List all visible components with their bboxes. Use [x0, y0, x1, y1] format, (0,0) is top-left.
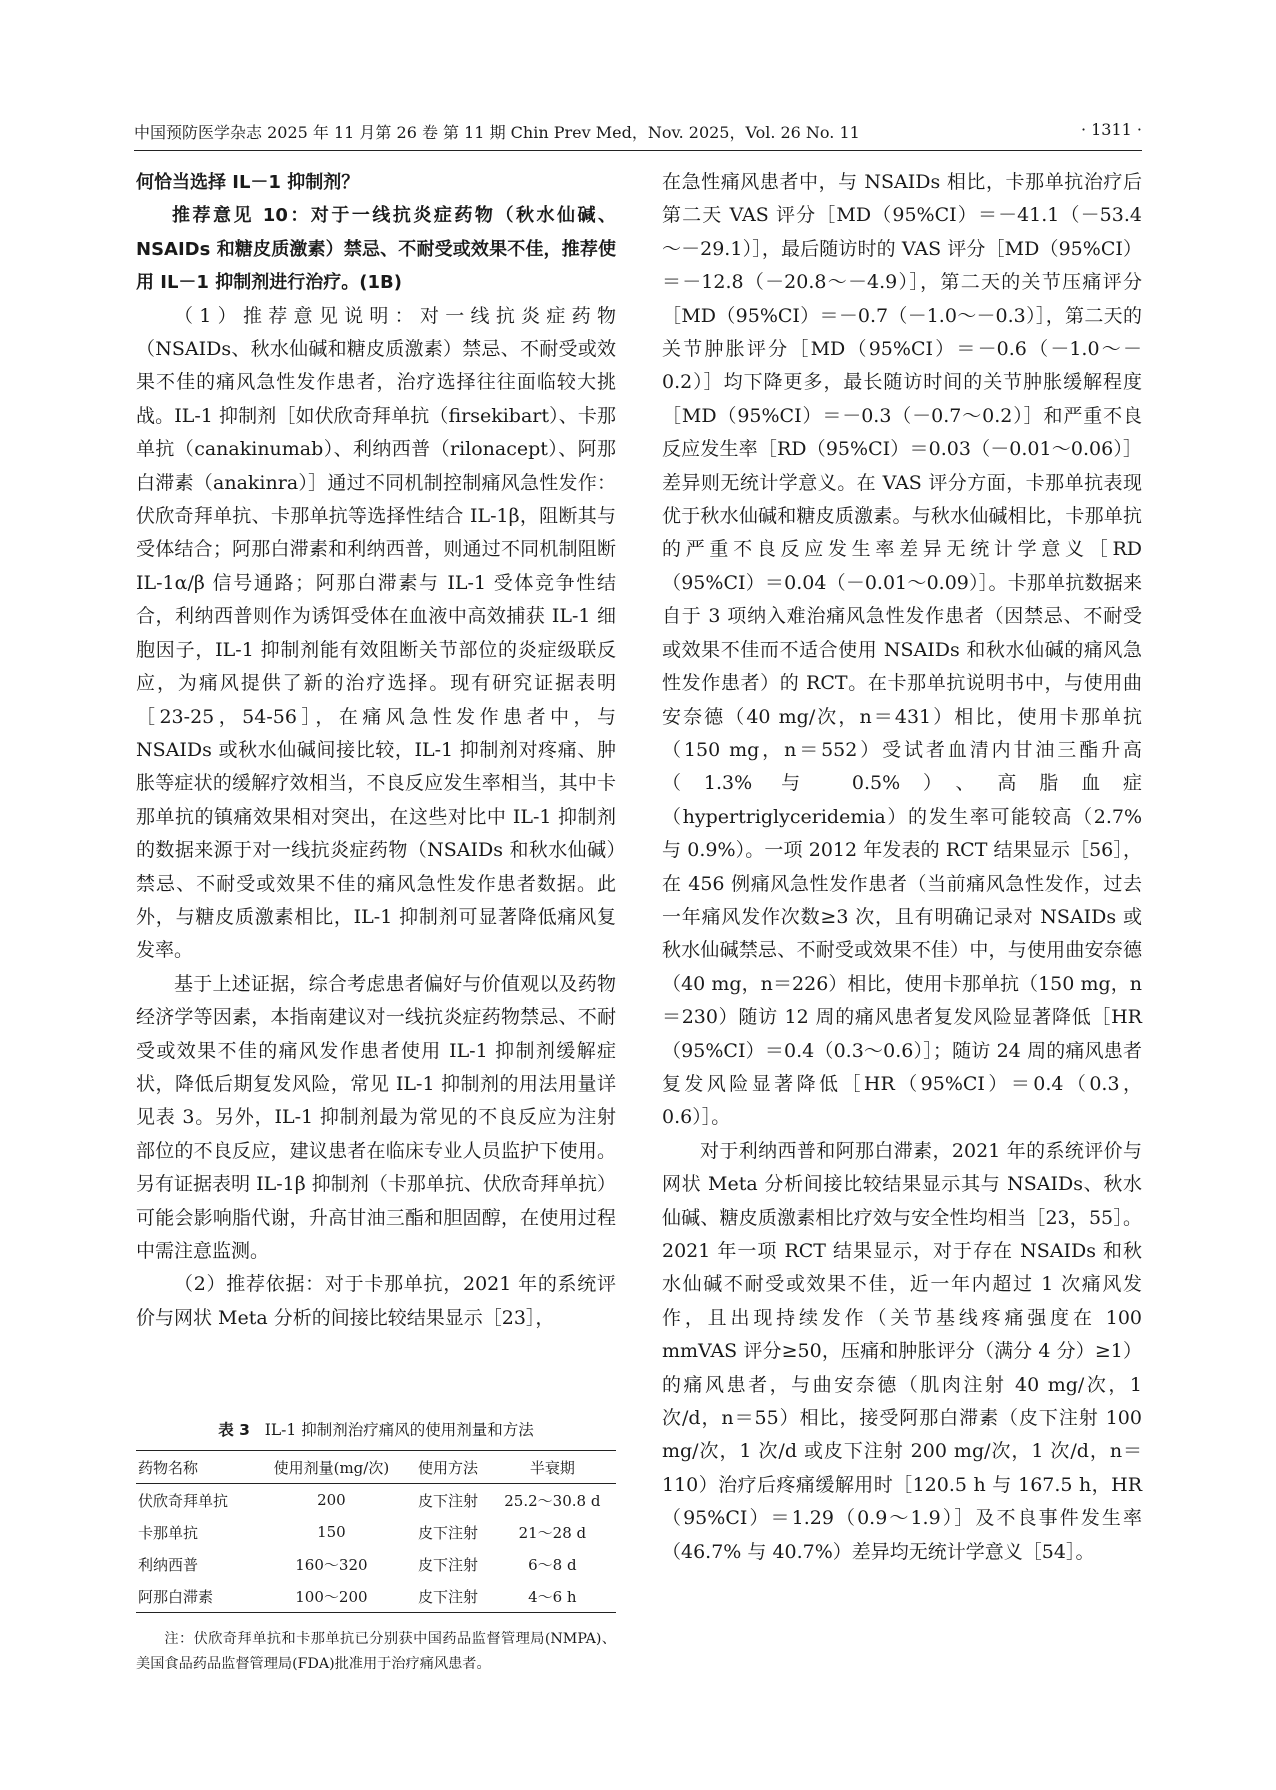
header-method: 使用方法	[418, 1458, 479, 1477]
page-number: · 1311 ·	[1080, 120, 1142, 139]
paragraph-rilonacept-anakinra: 对于利纳西普和阿那白滞素，2021 年的系统评价与网状 Meta 分析间接比较结果显示其与 NSAIDs、秋水仙碱、糖皮质激素相比疗效与安全性均相当［23，55］。2021 年一项 RCT 结果显示，对于存在 NSAIDs 和秋水仙碱不耐受或效果不佳，近一年内超过 1 次痛风发作，且出现持续发作（关节基线疼痛强度在 100 mmVAS 评分≥50，压痛和肿胀评分（满分 4 分）≥1）的痛风患者，与曲安奈德（肌肉注射 40 mg/次，1 次/d，n＝55）相比，接受阿那白滞素（皮下注射 100 mg/次，1 次/d 或皮下注射 200 mg/次，1 次/d，n＝110）治疗后疼痛缓解用时［120.5 h 与 167.5 h，HR（95%CI）＝1.29（0.9～1.9）］及不良事件发生率（46.7% 与 40.7%）差异均无统计学意义［54］。	[662, 1139, 1142, 1563]
cell-dose: 100～200	[295, 1587, 368, 1606]
cell-drug: 利纳西普	[138, 1555, 199, 1574]
table-header-row	[136, 1451, 616, 1484]
cell-method: 皮下注射	[418, 1491, 479, 1510]
cell-dose: 160～320	[295, 1555, 368, 1574]
paragraph-canakinumab-evidence: 在急性痛风患者中，与 NSAIDs 相比，卡那单抗治疗后第二天 VAS 评分［MD（95%CI）＝－41.1（－53.4～－29.1）］，最后随访时的 VAS 评分［MD（95%CI）＝－12.8（－20.8～－4.9）］，第二天的关节压痛评分［MD（95%CI）＝－0.7（－1.0～－0.3）］，第二天的关节肿胀评分［MD（95%CI）＝－0.6（－1.0～－0.2）］均下降更多，最长随访时间的关节肿胀缓解程度［MD（95%CI）＝－0.3（－0.7～0.2）］和严重不良反应发生率［RD（95%CI）＝0.03（－0.01～0.06）］差异则无统计学意义。在 VAS 评分方面，卡那单抗表现优于秋水仙碱和糖皮质激素。与秋水仙碱相比，卡那单抗的严重不良反应发生率差异无统计学意义［RD（95%CI）＝0.04（－0.01～0.09）］。卡那单抗数据来自于 3 项纳入难治痛风急性发作患者（因禁忌、不耐受或效果不佳而不适合使用 NSAIDs 和秋水仙碱的痛风急性发作患者）的 RCT。在卡那单抗说明书中，与使用曲安奈德（40 mg/次，n＝431）相比，使用卡那单抗（150 mg，n＝552）受试者血清内甘油三酯升高（1.3% 与 0.5%）、高脂血症（hypertriglyceridemia）的发生率可能较高（2.7% 与 0.9%）。一项 2012 年发表的 RCT 结果显示［56］，在 456 例痛风急性发作患者（当前痛风急性发作，过去一年痛风发作次数≥3 次，且有明确记录对 NSAIDs 或秋水仙碱禁忌、不耐受或效果不佳）中，与使用曲安奈德（40 mg，n＝226）相比，使用卡那单抗（150 mg，n＝230）随访 12 周的痛风患者复发风险显著降低［HR（95%CI）＝0.4（0.3～0.6）］；随访 24 周的痛风患者复发风险显著降低［HR（95%CI）＝0.4（0.3，0.6）］。	[662, 171, 1142, 1129]
table-row	[136, 1580, 616, 1613]
section-question: 何恰当选择 IL－1 抑制剂？	[136, 172, 360, 193]
header-drug: 药物名称	[138, 1458, 199, 1477]
journal-citation: 中国预防医学杂志 2025 年 11 月第 26 卷 第 11 期 Chin Prev Med，Nov. 2025，Vol. 26 No. 11	[134, 123, 860, 142]
cell-halflife: 25.2～30.8 d	[504, 1491, 601, 1510]
cell-dose: 200	[317, 1491, 346, 1509]
cell-method: 皮下注射	[418, 1555, 479, 1574]
table-title: IL-1 抑制剂治疗痛风的使用剂量和方法	[264, 1421, 534, 1439]
paragraph-explanation: （1）推荐意见说明：对一线抗炎症药物（NSAIDs、秋水仙碱和糖皮质激素）禁忌、不耐受或效果不佳的痛风急性发作患者，治疗选择往往面临较大挑战。IL-1 抑制剂［如伏欣奇拜单抗（firsekibart）、卡那单抗（canakinumab）、利纳西普（rilonacept）、阿那白滞素（anakinra）］通过不同机制控制痛风急性发作：伏欣奇拜单抗、卡那单抗等选择性结合 IL-1β，阻断其与受体结合；阿那白滞素和利纳西普，则通过不同机制阻断 IL-1α/β 信号通路；阿那白滞素与 IL-1 受体竞争性结合，利纳西普则作为诱饵受体在血液中高效捕获 IL-1 细胞因子，IL-1 抑制剂能有效阻断关节部位的炎症级联反应，为痛风提供了新的治疗选择。现有研究证据表明［23-25，54-56］，在痛风急性发作患者中，与 NSAIDs 或秋水仙碱间接比较，IL-1 抑制剂对疼痛、肿胀等症状的缓解疗效相当，不良反应发生率相当，其中卡那单抗的镇痛效果相对突出，在这些对比中 IL-1 抑制剂的数据来源于对一线抗炎症药物（NSAIDs 和秋水仙碱）禁忌、不耐受或效果不佳的痛风急性发作患者数据。此外，与糖皮质激素相比，IL-1 抑制剂可显著降低痛风复发率。	[136, 304, 616, 962]
paragraph-basis: （2）推荐依据：对于卡那单抗，2021 年的系统评价与网状 Meta 分析的间接比较结果显示［23］，	[136, 1273, 616, 1329]
dosage-table	[136, 1450, 616, 1613]
cell-halflife: 6～8 d	[528, 1555, 577, 1574]
running-header	[134, 120, 1142, 151]
table-caption	[136, 1418, 616, 1440]
header-dose: 使用剂量(mg/次)	[273, 1458, 390, 1477]
right-column	[662, 166, 1142, 1569]
table-row	[136, 1484, 616, 1517]
cell-dose: 150	[317, 1523, 346, 1541]
cell-method: 皮下注射	[418, 1587, 479, 1606]
header-halflife: 半衰期	[529, 1458, 575, 1477]
table-label: 表 3	[218, 1421, 250, 1439]
table-note: 注：伏欣奇拜单抗和卡那单抗已分别获中国药品监督管理局(NMPA)、美国食品药品监督管理局(FDA)批准用于治疗痛风患者。	[136, 1631, 616, 1672]
cell-drug: 卡那单抗	[138, 1523, 199, 1542]
recommendation-10: 推荐意见 10：对于一线抗炎症药物（秋水仙碱、NSAIDs 和糖皮质激素）禁忌、不耐受或效果不佳，推荐使用 IL－1 抑制剂进行治疗。(1B)	[136, 205, 616, 294]
left-column	[136, 166, 616, 1335]
table-row	[136, 1516, 616, 1548]
cell-halflife: 4～6 h	[528, 1587, 577, 1606]
cell-halflife: 21～28 d	[518, 1523, 587, 1542]
cell-drug: 阿那白滞素	[138, 1587, 214, 1606]
paragraph-evidence-summary: 基于上述证据，综合考虑患者偏好与价值观以及药物经济学等因素，本指南建议对一线抗炎症药物禁忌、不耐受或效果不佳的痛风发作患者使用 IL-1 抑制剂缓解症状，降低后期复发风险，常见 IL-1 抑制剂的用法用量详见表 3。另外，IL-1 抑制剂最为常见的不良反应为注射部位的不良反应，建议患者在临床专业人员监护下使用。另有证据表明 IL-1β 抑制剂（卡那单抗、伏欣奇拜单抗）可能会影响脂代谢，升高甘油三酯和胆固醇，在使用过程中需注意监测。	[136, 972, 616, 1262]
table-row	[136, 1548, 616, 1580]
table-3	[136, 1418, 616, 1677]
cell-method: 皮下注射	[418, 1523, 479, 1542]
cell-drug: 伏欣奇拜单抗	[138, 1491, 229, 1510]
